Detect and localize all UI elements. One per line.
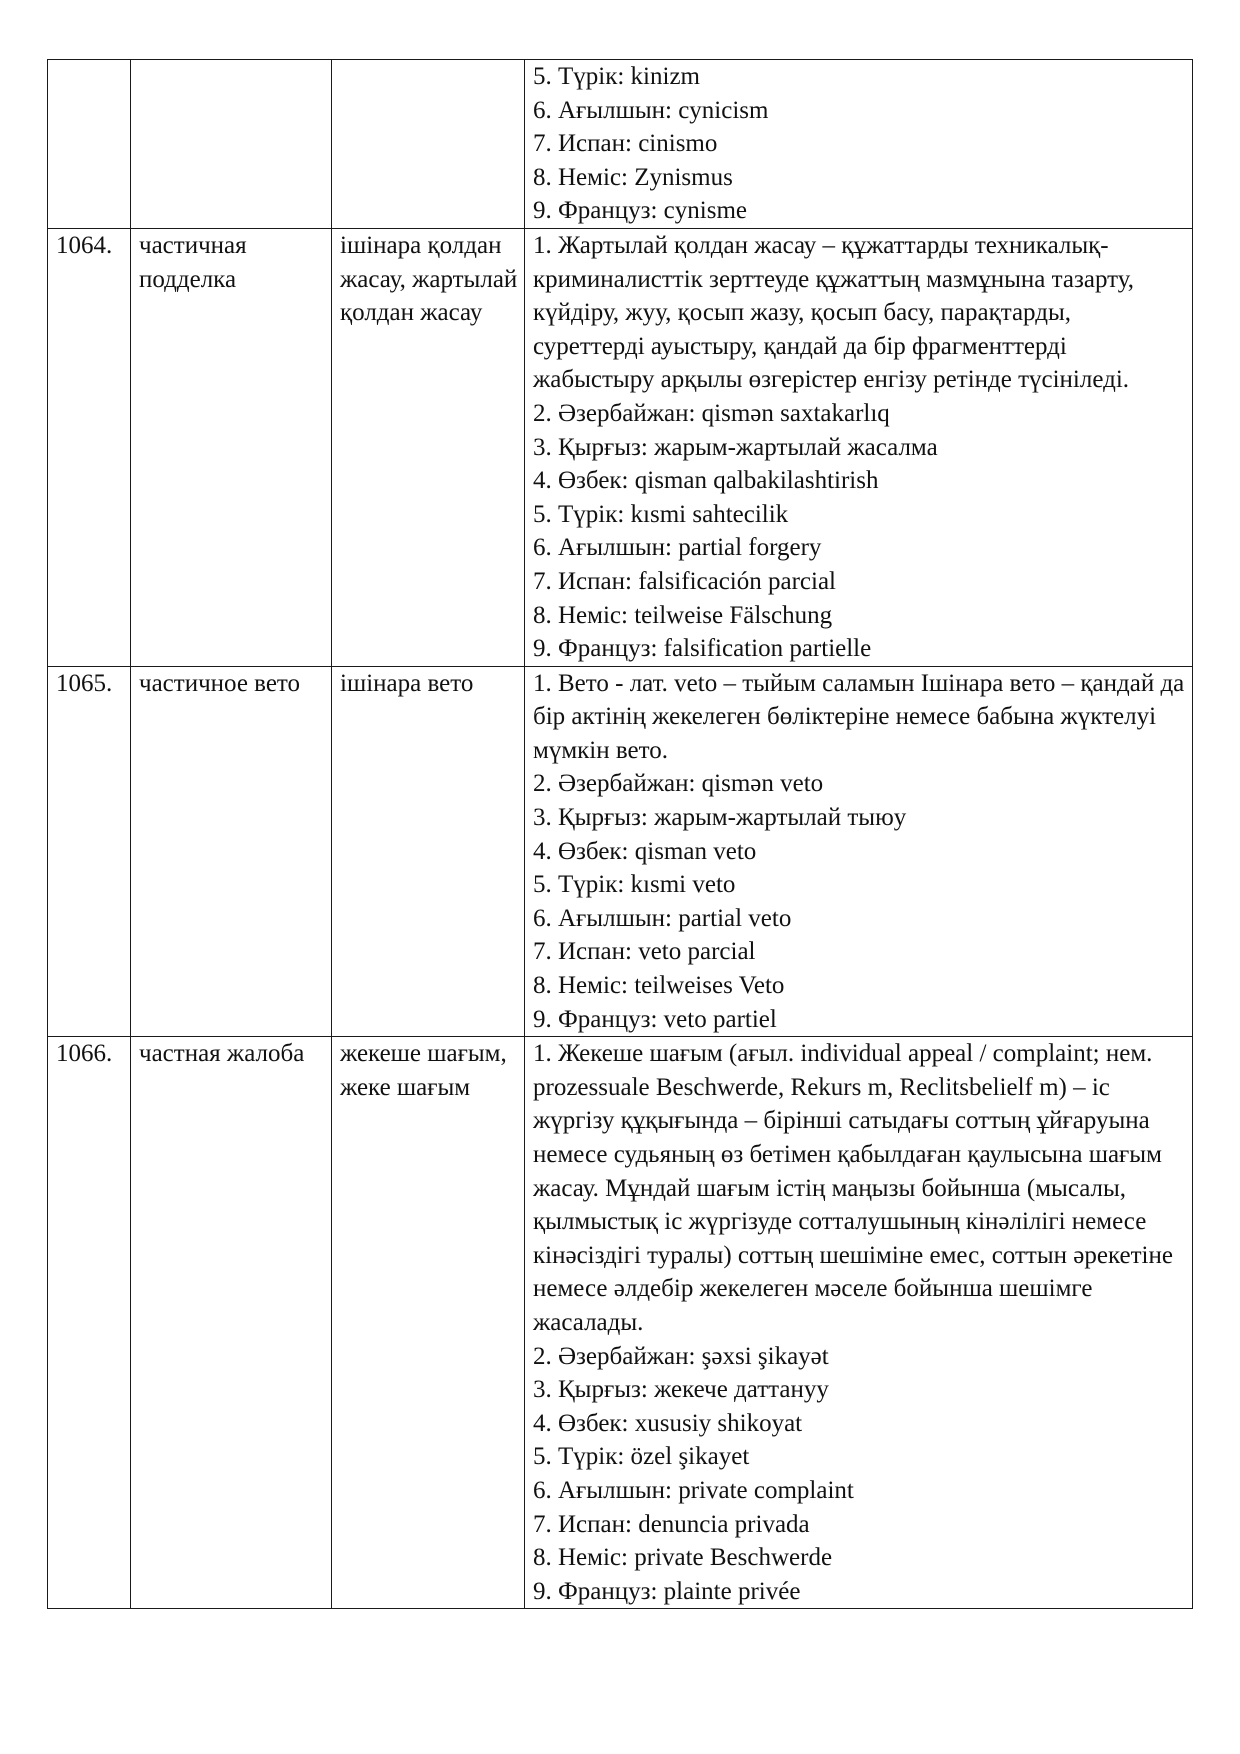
translation-line: 5. Түрік: özel şikayet [533,1443,750,1471]
translation-line: 9. Француз: plainte privée [533,1577,801,1605]
translation-line: 6. Ағылшын: partial forgery [533,534,822,562]
translation-line: 8. Неміс: teilweises Veto [533,972,785,1000]
table-row [48,60,1193,229]
definition-text: 1. Жекеше шағым (ағыл. individual appeal / complaint; нем. prozessuale Beschwerde, Rekurs m, Reclitsbelielf m) – іс жүргізу құқығында – бірінші сатыдағы соттың ұйғаруына немесе судьяның өз бетімен қабылдаған қаулысына шағым жасау. Мұндай шағым істің маңызы бойынша (мысалы, қылмыстық іс жүргізуде сотталушының кінәлілігі немесе кінәсіздігі туралы) соттың шешіміне емес, соттын әрекетіне немесе әлдебір жекелеген мәселе бойынша шешімге жасалады. [533,1040,1173,1336]
entry-number: 1066. [48,1037,131,1609]
translation-line: 5. Түрік: kinizm [533,63,700,90]
translation-line: 6. Ағылшын: cynicism [533,96,769,124]
translation-line: 5. Түрік: kısmi sahtecilik [533,500,789,528]
kazakh-term: жекеше шағым, жеке шағым [332,1037,525,1609]
translation-line: 9. Француз: cynisme [533,197,747,225]
table-row [48,1037,1193,1609]
definition-text: 1. Жартылай қолдан жасау – құжаттарды техникалық-криминалисттік зерттеуде құжаттың мазмұнына тазарту, күйдіру, жуу, қосып жазу, қосып басу, парақтарды, суреттерді ауыстыру, қандай да бір фрагменттерді жабыстыру арқылы өзгерістер енгізу ретінде түсініледі. [533,231,1134,394]
translation-line: 4. Өзбек: xususiy shikoyat [533,1409,803,1437]
translation-line: 7. Испан: falsificación parcial [533,567,837,595]
translation-line: 4. Өзбек: qisman veto [533,837,757,865]
kazakh-term [332,60,525,229]
translation-line: 6. Ағылшын: partial veto [533,904,792,932]
kazakh-term: ішінара қолдан жасау, жартылай қолдан жасау [332,228,525,666]
table-row [48,228,1193,666]
table-row [48,666,1193,1037]
entry-number: 1064. [48,228,131,666]
translation-line: 3. Қырғыз: жарым-жартылай тыюу [533,804,907,832]
glossary-table [47,59,1193,1609]
russian-term: частная жалоба [131,1037,332,1609]
translation-line: 9. Француз: veto partiel [533,1005,777,1033]
entry-number [48,60,131,229]
russian-term [131,60,332,229]
russian-term: частичное вето [131,666,332,1037]
definition-cell [525,60,1193,229]
translation-line: 2. Әзербайжан: qismən saxtakarlıq [533,399,890,427]
kazakh-term: ішінара вето [332,666,525,1037]
translation-line: 6. Ағылшын: private complaint [533,1476,854,1504]
translation-line: 7. Испан: denuncia privada [533,1510,810,1538]
translation-line: 2. Әзербайжан: qismən veto [533,770,824,798]
translation-line: 7. Испан: veto parcial [533,938,756,966]
entry-number: 1065. [48,666,131,1037]
translation-line: 8. Неміс: Zynismus [533,163,733,191]
translation-line: 9. Француз: falsification partielle [533,635,872,663]
translation-line: 3. Қырғыз: жарым-жартылай жасалма [533,433,938,461]
translation-line: 5. Түрік: kısmi veto [533,871,736,899]
russian-term: частичная подделка [131,228,332,666]
translation-line: 2. Әзербайжан: şəxsi şikayət [533,1342,829,1370]
translation-line: 7. Испан: cinismo [533,130,718,158]
translation-line: 8. Неміс: teilweise Fälschung [533,601,833,629]
definition-cell [525,1037,1193,1609]
definition-cell [525,228,1193,666]
translation-line: 8. Неміс: private Beschwerde [533,1544,833,1572]
definition-cell [525,666,1193,1037]
translation-line: 3. Қырғыз: жекече даттануу [533,1376,829,1404]
translation-line: 4. Өзбек: qisman qalbakilashtirish [533,467,879,495]
definition-text: 1. Вето - лат. veto – тыйым саламын Ішінара вето – қандай да бір актінің жекелеген бөліктеріне немесе бабына жүктелуі мүмкін вето. [533,669,1185,764]
